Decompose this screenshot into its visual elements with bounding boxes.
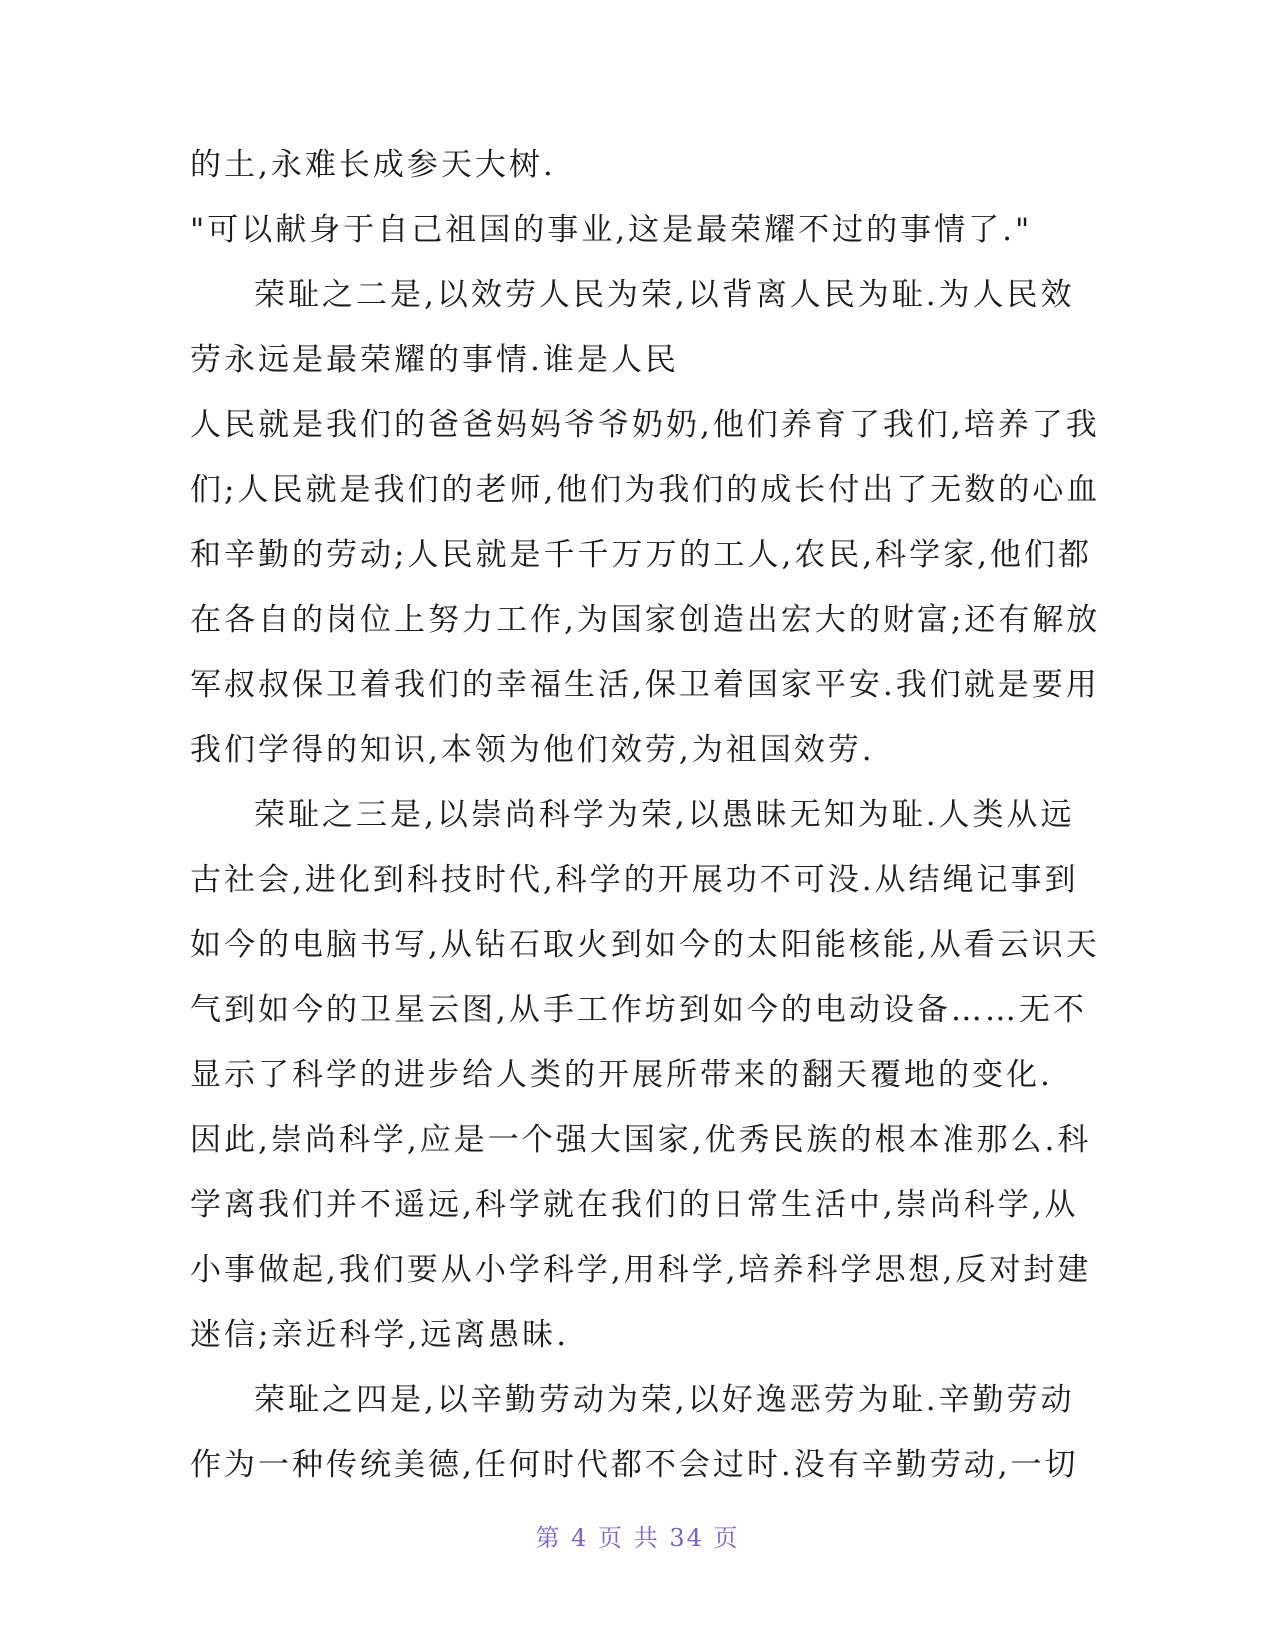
footer-total-pages: 34 — [669, 1524, 704, 1552]
text-line: 古社会,进化到科技时代,科学的开展功不可没.从结绳记事到 — [190, 862, 1079, 898]
text-line: 因此,崇尚科学,应是一个强大国家,优秀民族的根本准那么.科 — [190, 1122, 1092, 1158]
text-line: 荣耻之三是,以崇尚科学为荣,以愚昧无知为耻.人类从远 — [254, 797, 1075, 833]
text-line: 荣耻之二是,以效劳人民为荣,以背离人民为耻.为人民效 — [254, 277, 1075, 313]
body-text — [190, 133, 1101, 1498]
text-line: 们;人民就是我们的老师,他们为我们的成长付出了无数的心血 — [190, 472, 1101, 508]
text-line: "可以献身于自己祖国的事业,这是最荣耀不过的事情了." — [190, 212, 1033, 248]
text-line: 显示了科学的进步给人类的开展所带来的翻天覆地的变化. — [190, 1057, 1053, 1093]
text-line: 人民就是我们的爸爸妈妈爷爷奶奶,他们养育了我们,培养了我 — [190, 407, 1100, 443]
text-line: 军叔叔保卫着我们的幸福生活,保卫着国家平安.我们就是要用 — [190, 667, 1100, 703]
text-line: 如今的电脑书写,从钻石取火到如今的太阳能核能,从看云识天 — [190, 927, 1100, 963]
footer-suffix: 页 — [713, 1524, 740, 1552]
text-line: 和辛勤的劳动;人民就是千千万万的工人,农民,科学家,他们都 — [190, 537, 1093, 573]
text-line: 迷信;亲近科学,远离愚昧. — [190, 1317, 570, 1353]
text-line: 小事做起,我们要从小学科学,用科学,培养科学思想,反对封建 — [190, 1252, 1092, 1288]
footer-prefix: 第 — [535, 1524, 562, 1552]
footer-middle: 页 共 — [598, 1524, 660, 1552]
text-line: 作为一种传统美德,任何时代都不会过时.没有辛勤劳动,一切 — [190, 1447, 1079, 1483]
text-line: 荣耻之四是,以辛勤劳动为荣,以好逸恶劳为耻.辛勤劳动 — [254, 1382, 1075, 1418]
text-line: 学离我们并不遥远,科学就在我们的日常生活中,崇尚科学,从 — [190, 1187, 1079, 1223]
text-line: 的土,永难长成参天大树. — [190, 147, 556, 183]
text-line: 劳永远是最荣耀的事情.谁是人民 — [190, 342, 679, 378]
footer-current-page: 4 — [571, 1524, 589, 1552]
text-line: 我们学得的知识,本领为他们效劳,为祖国效劳. — [190, 732, 875, 768]
text-line: 气到如今的卫星云图,从手工作坊到如今的电动设备……无不 — [190, 992, 1087, 1028]
text-line: 在各自的岗位上努力工作,为国家创造出宏大的财富;还有解放 — [190, 602, 1101, 638]
page-footer — [0, 1518, 1275, 1553]
